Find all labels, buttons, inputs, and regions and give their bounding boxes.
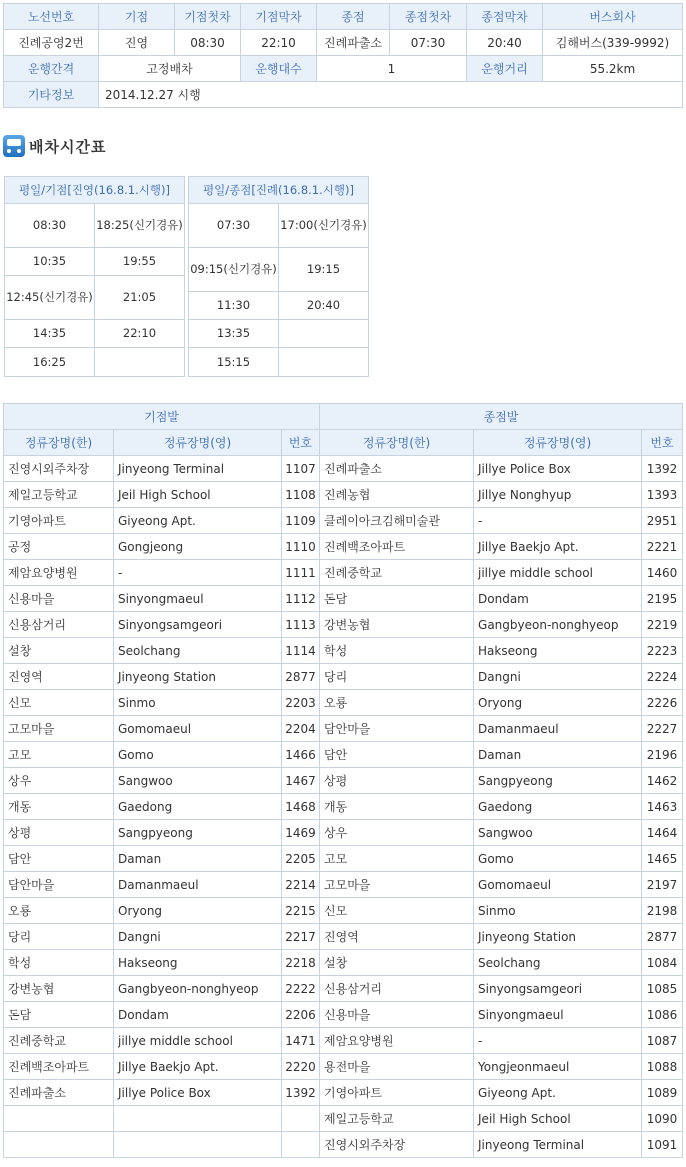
bus-company: 김해버스(339-9992) bbox=[543, 30, 683, 56]
stop-name-kr: 돈담 bbox=[320, 586, 474, 612]
header-terminus-first: 종점첫차 bbox=[390, 4, 467, 30]
stop-name-en: Damanmaeul bbox=[474, 716, 642, 742]
stop-number: 1469 bbox=[282, 820, 320, 846]
count-label: 운행대수 bbox=[241, 56, 317, 82]
stop-number: 1462 bbox=[642, 768, 683, 794]
schedule-row bbox=[189, 204, 369, 248]
stop-number: 2195 bbox=[642, 586, 683, 612]
stop-name-en: Sinmo bbox=[114, 690, 282, 716]
departure-time bbox=[279, 320, 369, 348]
stops-table bbox=[3, 403, 683, 1158]
stop-number: 1086 bbox=[642, 1002, 683, 1028]
stop-name-en: Gaedong bbox=[114, 794, 282, 820]
header-terminus: 종점 bbox=[317, 4, 390, 30]
stop-name-en: Gomomaeul bbox=[114, 716, 282, 742]
stop-name-en: Sangwoo bbox=[114, 768, 282, 794]
stop-name-kr: 상우 bbox=[4, 768, 114, 794]
terminus-direction-header: 종점발 bbox=[320, 404, 683, 430]
col-stop-name-kr: 정류장명(한) bbox=[320, 430, 474, 456]
stop-number: 1108 bbox=[282, 482, 320, 508]
stop-name-kr: 신용삼거리 bbox=[4, 612, 114, 638]
stop-number: 1467 bbox=[282, 768, 320, 794]
stop-row bbox=[4, 664, 683, 690]
stop-name-en: Oryong bbox=[114, 898, 282, 924]
schedule-row bbox=[5, 276, 185, 320]
departure-time: 12:45(신기경유) bbox=[5, 276, 95, 320]
stop-name-en: Gongjeong bbox=[114, 534, 282, 560]
schedule-origin-title: 평일/기점[진영(16.8.1.시행)] bbox=[5, 177, 185, 204]
stop-name-kr: 진영시외주차장 bbox=[4, 456, 114, 482]
departure-time bbox=[279, 348, 369, 377]
stop-number: 2224 bbox=[642, 664, 683, 690]
stop-name-en: Sangpyeong bbox=[114, 820, 282, 846]
stop-name-en: Damanmaeul bbox=[114, 872, 282, 898]
stop-name-kr: 진례중학교 bbox=[320, 560, 474, 586]
stop-name-en: Sangwoo bbox=[474, 820, 642, 846]
stop-row bbox=[4, 612, 683, 638]
stop-row bbox=[4, 846, 683, 872]
stop-name-kr: 학성 bbox=[4, 950, 114, 976]
stop-number: 2196 bbox=[642, 742, 683, 768]
stop-number: 2219 bbox=[642, 612, 683, 638]
route-operation-row bbox=[4, 56, 683, 82]
stop-name-kr: 당리 bbox=[4, 924, 114, 950]
route-number: 진례공영2번 bbox=[4, 30, 99, 56]
stop-row bbox=[4, 1132, 683, 1158]
schedule-row bbox=[5, 248, 185, 276]
stop-name-en: Dondam bbox=[474, 586, 642, 612]
stop-row bbox=[4, 1028, 683, 1054]
stop-number: 1088 bbox=[642, 1054, 683, 1080]
stop-name-en: Gangbyeon-nonghyeop bbox=[474, 612, 642, 638]
departure-time: 17:00(신기경유) bbox=[279, 204, 369, 248]
interval-label: 운행간격 bbox=[4, 56, 99, 82]
stop-name-kr: 진례파출소 bbox=[320, 456, 474, 482]
stop-number: 1471 bbox=[282, 1028, 320, 1054]
stop-name-en: jillye middle school bbox=[114, 1028, 282, 1054]
terminus-first-bus: 07:30 bbox=[390, 30, 467, 56]
departure-time: 20:40 bbox=[279, 292, 369, 320]
stop-name-kr: 담안마을 bbox=[320, 716, 474, 742]
stop-row bbox=[4, 1106, 683, 1132]
stop-number: 2215 bbox=[282, 898, 320, 924]
stop-name-en: Dangni bbox=[114, 924, 282, 950]
stop-name-kr: 상평 bbox=[4, 820, 114, 846]
schedule-section-title bbox=[3, 134, 106, 158]
distance-value: 55.2km bbox=[543, 56, 683, 82]
stop-name-kr bbox=[4, 1132, 114, 1158]
header-origin-last: 기점막차 bbox=[241, 4, 317, 30]
stop-name-en: Jinyeong Terminal bbox=[474, 1132, 642, 1158]
stop-name-en: Hakseong bbox=[114, 950, 282, 976]
stop-number: 2203 bbox=[282, 690, 320, 716]
stop-name-kr: 진례중학교 bbox=[4, 1028, 114, 1054]
departure-time: 11:30 bbox=[189, 292, 279, 320]
stop-name-kr: 진례파출소 bbox=[4, 1080, 114, 1106]
origin-first-bus: 08:30 bbox=[175, 30, 241, 56]
stop-name-en: Gomo bbox=[474, 846, 642, 872]
stop-name-kr: 신모 bbox=[320, 898, 474, 924]
route-etc-row bbox=[4, 82, 683, 108]
stop-number: 1464 bbox=[642, 820, 683, 846]
stop-name-en: Jillye Baekjo Apt. bbox=[474, 534, 642, 560]
col-stop-number: 번호 bbox=[642, 430, 683, 456]
stop-name-en: Jeil High School bbox=[474, 1106, 642, 1132]
stop-number: 2218 bbox=[282, 950, 320, 976]
stop-number: 2198 bbox=[642, 898, 683, 924]
departure-time: 13:35 bbox=[189, 320, 279, 348]
stops-direction-row bbox=[4, 404, 683, 430]
stop-number: 1090 bbox=[642, 1106, 683, 1132]
stop-name-kr: 돈담 bbox=[4, 1002, 114, 1028]
stop-name-kr bbox=[4, 1106, 114, 1132]
stop-name-kr: 담안 bbox=[4, 846, 114, 872]
departure-time: 14:35 bbox=[5, 320, 95, 348]
departure-time: 22:10 bbox=[95, 320, 185, 348]
stop-number: 1114 bbox=[282, 638, 320, 664]
stop-number: 2220 bbox=[282, 1054, 320, 1080]
stop-name-en bbox=[114, 1132, 282, 1158]
stops-column-header-row bbox=[4, 430, 683, 456]
route-info-table bbox=[3, 3, 683, 108]
stop-name-en: Daman bbox=[114, 846, 282, 872]
col-stop-name-kr: 정류장명(한) bbox=[4, 430, 114, 456]
stop-name-en: Sinyongsamgeori bbox=[474, 976, 642, 1002]
stop-number: 1110 bbox=[282, 534, 320, 560]
distance-label: 운행거리 bbox=[467, 56, 543, 82]
stop-row bbox=[4, 482, 683, 508]
schedule-row bbox=[189, 320, 369, 348]
schedule-origin-table bbox=[4, 176, 185, 377]
stop-number: 2877 bbox=[642, 924, 683, 950]
schedule-row bbox=[5, 320, 185, 348]
header-route-number: 노선번호 bbox=[4, 4, 99, 30]
stop-number: 1091 bbox=[642, 1132, 683, 1158]
stop-name-kr: 기영아파트 bbox=[320, 1080, 474, 1106]
stop-name-kr: 당리 bbox=[320, 664, 474, 690]
stop-row bbox=[4, 898, 683, 924]
stop-name-kr: 고모마을 bbox=[320, 872, 474, 898]
stop-name-kr: 담안마을 bbox=[4, 872, 114, 898]
stop-number: 1393 bbox=[642, 482, 683, 508]
stop-name-en bbox=[114, 1106, 282, 1132]
stop-name-kr: 신용마을 bbox=[320, 1002, 474, 1028]
stop-name-en: Seolchang bbox=[114, 638, 282, 664]
stop-name-kr: 신모 bbox=[4, 690, 114, 716]
stop-row bbox=[4, 924, 683, 950]
stop-number: 1466 bbox=[282, 742, 320, 768]
stop-name-kr: 상평 bbox=[320, 768, 474, 794]
stop-number: 1087 bbox=[642, 1028, 683, 1054]
bus-icon bbox=[3, 135, 25, 157]
stop-name-en: Jinyeong Station bbox=[114, 664, 282, 690]
stop-number: 1112 bbox=[282, 586, 320, 612]
stop-number: 2205 bbox=[282, 846, 320, 872]
stop-number: 2221 bbox=[642, 534, 683, 560]
stop-name-en: Seolchang bbox=[474, 950, 642, 976]
origin-direction-header: 기점발 bbox=[4, 404, 320, 430]
stop-row bbox=[4, 456, 683, 482]
stop-name-kr: 진영시외주차장 bbox=[320, 1132, 474, 1158]
stop-row bbox=[4, 638, 683, 664]
stop-number: 2951 bbox=[642, 508, 683, 534]
stop-name-kr: 진례백조아파트 bbox=[4, 1054, 114, 1080]
stop-name-en: Oryong bbox=[474, 690, 642, 716]
stop-name-kr: 용전마을 bbox=[320, 1054, 474, 1080]
stop-name-en: - bbox=[474, 508, 642, 534]
schedule-row bbox=[5, 348, 185, 377]
stop-row bbox=[4, 976, 683, 1002]
stop-name-en: Gangbyeon-nonghyeop bbox=[114, 976, 282, 1002]
header-origin: 기점 bbox=[99, 4, 175, 30]
stop-name-en: Sinmo bbox=[474, 898, 642, 924]
stop-name-kr: 진례농협 bbox=[320, 482, 474, 508]
stop-name-en: Jinyeong Station bbox=[474, 924, 642, 950]
stop-name-en: jillye middle school bbox=[474, 560, 642, 586]
stop-row bbox=[4, 586, 683, 612]
departure-time: 19:55 bbox=[95, 248, 185, 276]
origin-last-bus: 22:10 bbox=[241, 30, 317, 56]
stop-name-kr: 상우 bbox=[320, 820, 474, 846]
col-stop-name-en: 정류장명(영) bbox=[114, 430, 282, 456]
stop-number: 1107 bbox=[282, 456, 320, 482]
schedule-terminus-table bbox=[188, 176, 369, 377]
stop-name-kr: 공정 bbox=[4, 534, 114, 560]
stop-name-kr: 신용마을 bbox=[4, 586, 114, 612]
stop-name-kr: 학성 bbox=[320, 638, 474, 664]
stop-name-kr: 진례백조아파트 bbox=[320, 534, 474, 560]
stop-row bbox=[4, 950, 683, 976]
departure-time: 10:35 bbox=[5, 248, 95, 276]
stop-name-kr: 고모마을 bbox=[4, 716, 114, 742]
stop-name-en: Gaedong bbox=[474, 794, 642, 820]
departure-time: 18:25(신기경유) bbox=[95, 204, 185, 248]
stop-name-en: Sinyongmaeul bbox=[114, 586, 282, 612]
origin: 진영 bbox=[99, 30, 175, 56]
departure-time: 15:15 bbox=[189, 348, 279, 377]
stop-number: 1084 bbox=[642, 950, 683, 976]
stop-number: 1392 bbox=[642, 456, 683, 482]
stop-name-en: Sinyongsamgeori bbox=[114, 612, 282, 638]
stop-name-en: Sinyongmaeul bbox=[474, 1002, 642, 1028]
stop-name-kr: 제암요양병원 bbox=[4, 560, 114, 586]
stop-name-en: Jillye Nonghyup bbox=[474, 482, 642, 508]
header-origin-first: 기점첫차 bbox=[175, 4, 241, 30]
stop-name-kr: 강변농협 bbox=[4, 976, 114, 1002]
stop-row bbox=[4, 820, 683, 846]
schedule-row bbox=[189, 292, 369, 320]
departure-time: 21:05 bbox=[95, 276, 185, 320]
stop-name-kr: 개동 bbox=[320, 794, 474, 820]
schedule-row bbox=[189, 348, 369, 377]
etc-label: 기타정보 bbox=[4, 82, 99, 108]
stop-number: 1392 bbox=[282, 1080, 320, 1106]
stop-number: 1468 bbox=[282, 794, 320, 820]
stop-number bbox=[282, 1106, 320, 1132]
stop-number: 1465 bbox=[642, 846, 683, 872]
stop-number: 1113 bbox=[282, 612, 320, 638]
stop-row bbox=[4, 794, 683, 820]
stop-name-kr: 제일고등학교 bbox=[4, 482, 114, 508]
stop-number: 2222 bbox=[282, 976, 320, 1002]
interval-value: 고정배차 bbox=[99, 56, 241, 82]
stop-row bbox=[4, 1002, 683, 1028]
route-info-header-row bbox=[4, 4, 683, 30]
col-stop-name-en: 정류장명(영) bbox=[474, 430, 642, 456]
stop-name-kr: 설창 bbox=[320, 950, 474, 976]
stop-name-kr: 신용삼거리 bbox=[320, 976, 474, 1002]
schedule-row bbox=[5, 204, 185, 248]
etc-value: 2014.12.27 시행 bbox=[99, 82, 683, 108]
stop-row bbox=[4, 508, 683, 534]
stop-row bbox=[4, 1054, 683, 1080]
schedule-title-label: 배차시간표 bbox=[29, 137, 107, 156]
schedule-row bbox=[189, 248, 369, 292]
stop-row bbox=[4, 872, 683, 898]
stop-row bbox=[4, 534, 683, 560]
stop-name-kr: 담안 bbox=[320, 742, 474, 768]
stop-number: 2226 bbox=[642, 690, 683, 716]
stop-name-en: Jeil High School bbox=[114, 482, 282, 508]
stop-number: 2217 bbox=[282, 924, 320, 950]
stop-name-kr: 기영아파트 bbox=[4, 508, 114, 534]
route-info-value-row bbox=[4, 30, 683, 56]
stop-number: 2227 bbox=[642, 716, 683, 742]
stop-name-en: Jinyeong Terminal bbox=[114, 456, 282, 482]
stop-row bbox=[4, 742, 683, 768]
stop-number bbox=[282, 1132, 320, 1158]
stop-name-kr: 오룡 bbox=[4, 898, 114, 924]
stop-name-en: Dondam bbox=[114, 1002, 282, 1028]
departure-time: 07:30 bbox=[189, 204, 279, 248]
stop-row bbox=[4, 560, 683, 586]
stop-name-en: Giyeong Apt. bbox=[474, 1080, 642, 1106]
stop-name-kr: 오룡 bbox=[320, 690, 474, 716]
stop-name-en: Gomomaeul bbox=[474, 872, 642, 898]
stop-row bbox=[4, 716, 683, 742]
stop-name-kr: 개동 bbox=[4, 794, 114, 820]
stop-number: 2204 bbox=[282, 716, 320, 742]
stop-name-kr: 고모 bbox=[320, 846, 474, 872]
stop-name-kr: 제일고등학교 bbox=[320, 1106, 474, 1132]
stop-name-en: Jillye Police Box bbox=[474, 456, 642, 482]
stop-number: 1460 bbox=[642, 560, 683, 586]
departure-time: 16:25 bbox=[5, 348, 95, 377]
stop-name-kr: 설창 bbox=[4, 638, 114, 664]
stop-name-kr: 클레이아크김해미술관 bbox=[320, 508, 474, 534]
stop-name-en: Jillye Baekjo Apt. bbox=[114, 1054, 282, 1080]
stop-row bbox=[4, 1080, 683, 1106]
departure-time: 09:15(신기경유) bbox=[189, 248, 279, 292]
stop-number: 1463 bbox=[642, 794, 683, 820]
terminus: 진례파출소 bbox=[317, 30, 390, 56]
stop-number: 1111 bbox=[282, 560, 320, 586]
departure-time: 08:30 bbox=[5, 204, 95, 248]
stop-number: 1085 bbox=[642, 976, 683, 1002]
stop-number: 2223 bbox=[642, 638, 683, 664]
stop-name-kr: 고모 bbox=[4, 742, 114, 768]
col-stop-number: 번호 bbox=[282, 430, 320, 456]
schedule-terminus-title: 평일/종점[진례(16.8.1.시행)] bbox=[189, 177, 369, 204]
departure-time: 19:15 bbox=[279, 248, 369, 292]
stop-name-en: Sangpyeong bbox=[474, 768, 642, 794]
stop-name-en: Dangni bbox=[474, 664, 642, 690]
terminus-last-bus: 20:40 bbox=[467, 30, 543, 56]
stop-number: 1089 bbox=[642, 1080, 683, 1106]
departure-time bbox=[95, 348, 185, 377]
stop-name-en: Gomo bbox=[114, 742, 282, 768]
header-bus-company: 버스회사 bbox=[543, 4, 683, 30]
stop-number: 2197 bbox=[642, 872, 683, 898]
stop-name-kr: 강변농협 bbox=[320, 612, 474, 638]
stop-number: 2214 bbox=[282, 872, 320, 898]
stop-number: 2206 bbox=[282, 1002, 320, 1028]
stop-name-en: Jillye Police Box bbox=[114, 1080, 282, 1106]
header-terminus-last: 종점막차 bbox=[467, 4, 543, 30]
count-value: 1 bbox=[317, 56, 467, 82]
stop-number: 2877 bbox=[282, 664, 320, 690]
stop-name-kr: 진영역 bbox=[4, 664, 114, 690]
stop-name-kr: 제암요양병원 bbox=[320, 1028, 474, 1054]
stop-number: 1109 bbox=[282, 508, 320, 534]
stop-name-en: Yongjeonmaeul bbox=[474, 1054, 642, 1080]
stop-name-en: Hakseong bbox=[474, 638, 642, 664]
stop-name-en: - bbox=[114, 560, 282, 586]
stop-name-kr: 진영역 bbox=[320, 924, 474, 950]
stop-name-en: Daman bbox=[474, 742, 642, 768]
stop-row bbox=[4, 690, 683, 716]
stop-row bbox=[4, 768, 683, 794]
stop-name-en: Giyeong Apt. bbox=[114, 508, 282, 534]
stop-name-en: - bbox=[474, 1028, 642, 1054]
